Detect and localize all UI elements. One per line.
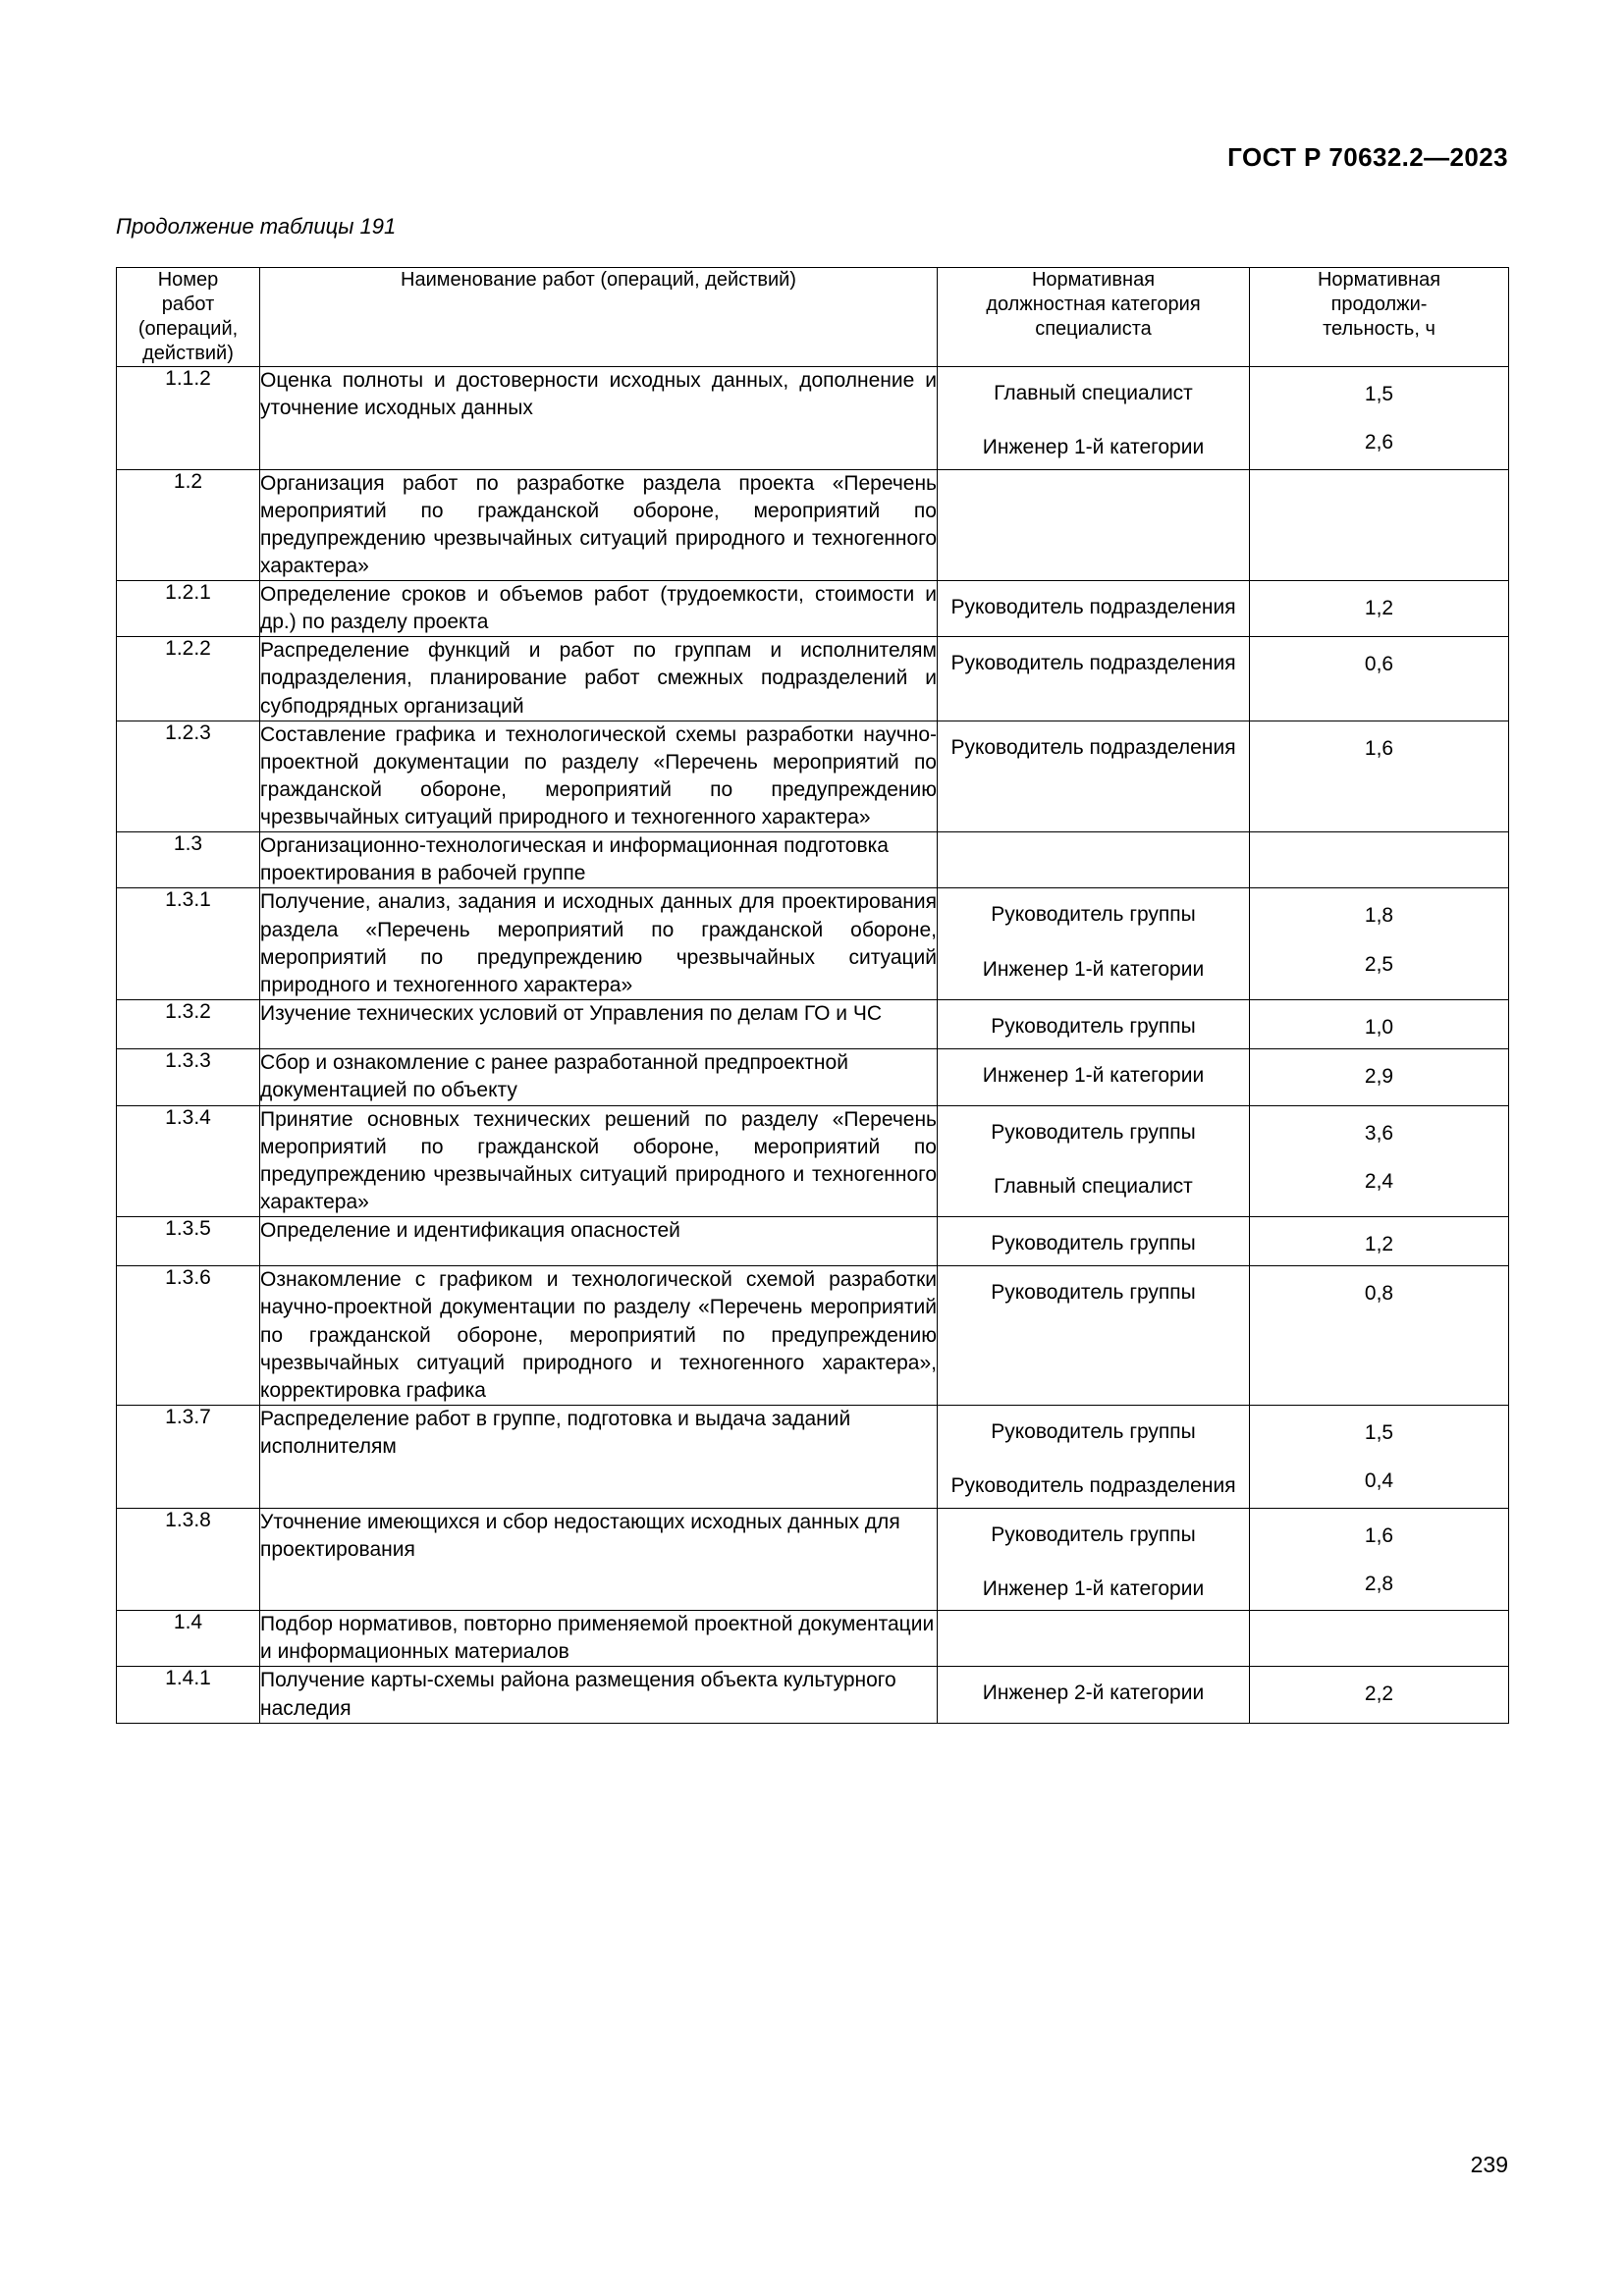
table-row bbox=[117, 367, 1509, 470]
cell-name: Получение карты-схемы района размещения объекта культурного наследия bbox=[260, 1667, 938, 1723]
header-line: Номер bbox=[157, 269, 219, 291]
table-row bbox=[117, 721, 1509, 832]
header-line: Наименование работ (операций, действий) bbox=[401, 269, 796, 291]
cell-number: 1.4.1 bbox=[117, 1667, 260, 1723]
duration-value: 2,4 bbox=[1364, 1169, 1394, 1193]
duration-value: 2,8 bbox=[1364, 1572, 1394, 1595]
category-value: Главный специалист bbox=[994, 1174, 1193, 1198]
cell-duration bbox=[1250, 1105, 1509, 1217]
cell-number: 1.3.4 bbox=[117, 1105, 260, 1217]
duration-value: 1,2 bbox=[1364, 1233, 1394, 1256]
cell-duration bbox=[1250, 581, 1509, 637]
cell-category bbox=[938, 1049, 1250, 1105]
column-header-duration bbox=[1250, 268, 1509, 367]
cell-name: Составление графика и технологической схемы разработки научно-проектной документации по разделу «Перечень мероприятий по гражданской обороне, мероприятий по предупреждению чрезвычайных ситуаций природного и техногенного характера» bbox=[260, 721, 938, 832]
category-value: Руководитель подразделения bbox=[950, 1474, 1236, 1498]
table-row bbox=[117, 888, 1509, 1000]
cell-number: 1.3.6 bbox=[117, 1266, 260, 1406]
table-row bbox=[117, 637, 1509, 721]
duration-value: 2,5 bbox=[1364, 952, 1394, 976]
cell-category bbox=[938, 1667, 1250, 1723]
duration-value: 2,6 bbox=[1364, 431, 1394, 454]
cell-category bbox=[938, 581, 1250, 637]
table-row bbox=[117, 1667, 1509, 1723]
table-row bbox=[117, 1217, 1509, 1266]
header-line: (операций, bbox=[137, 318, 239, 340]
category-value: Руководитель группы bbox=[991, 1419, 1196, 1443]
cell-category bbox=[938, 1266, 1250, 1406]
category-value: Руководитель группы bbox=[991, 1281, 1196, 1305]
column-header-number bbox=[117, 268, 260, 367]
duration-value: 1,5 bbox=[1364, 383, 1394, 405]
cell-category bbox=[938, 637, 1250, 721]
category-value: Инженер 1-й категории bbox=[982, 957, 1205, 981]
cell-duration bbox=[1250, 367, 1509, 470]
category-value: Руководитель подразделения bbox=[950, 596, 1236, 619]
cell-duration bbox=[1250, 469, 1509, 581]
table-header-row bbox=[117, 268, 1509, 367]
category-value: Руководитель группы bbox=[991, 1014, 1196, 1038]
cell-name: Подбор нормативов, повторно применяемой проектной документации и информационных материалов bbox=[260, 1611, 938, 1667]
duration-value: 1,5 bbox=[1364, 1420, 1394, 1444]
cell-duration bbox=[1250, 888, 1509, 1000]
duration-value: 1,6 bbox=[1364, 1523, 1394, 1547]
cell-category bbox=[938, 832, 1250, 888]
cell-category bbox=[938, 1105, 1250, 1217]
header-line: тельность, ч bbox=[1323, 318, 1435, 340]
cell-name: Организационно-технологическая и информационная подготовка проектирования в рабочей группе bbox=[260, 832, 938, 888]
category-value: Инженер 2-й категории bbox=[982, 1682, 1205, 1705]
duration-value: 0,8 bbox=[1364, 1282, 1394, 1306]
header-line: должностная категория bbox=[986, 294, 1201, 315]
table-row bbox=[117, 1105, 1509, 1217]
cell-duration bbox=[1250, 1049, 1509, 1105]
category-value: Руководитель группы bbox=[991, 903, 1196, 927]
duration-value: 1,2 bbox=[1364, 597, 1394, 620]
page-number: 239 bbox=[1470, 2152, 1508, 2177]
category-value: Руководитель группы bbox=[991, 1120, 1196, 1144]
cell-duration bbox=[1250, 1508, 1509, 1611]
cell-name: Ознакомление с графиком и технологической схемой разработки научно-проектной документации по разделу «Перечень мероприятий по гражданской обороне, мероприятий по предупреждению чрезвычайных ситуаций природного и техногенного характера», корректировка графика bbox=[260, 1266, 938, 1406]
cell-number: 1.3.3 bbox=[117, 1049, 260, 1105]
header-line: действий) bbox=[142, 343, 234, 364]
duration-value: 0,6 bbox=[1364, 653, 1394, 676]
cell-name: Распределение функций и работ по группам и исполнителям подразделения, планирование работ смежных подразделений и субподрядных организаций bbox=[260, 637, 938, 721]
cell-number: 1.4 bbox=[117, 1611, 260, 1667]
table-caption: Продолжение таблицы 191 bbox=[116, 214, 397, 239]
cell-name: Уточнение имеющихся и сбор недостающих исходных данных для проектирования bbox=[260, 1508, 938, 1611]
cell-duration bbox=[1250, 832, 1509, 888]
cell-category bbox=[938, 888, 1250, 1000]
cell-category bbox=[938, 1611, 1250, 1667]
category-value: Руководитель подразделения bbox=[950, 735, 1236, 759]
cell-number: 1.2.3 bbox=[117, 721, 260, 832]
table-row bbox=[117, 581, 1509, 637]
cell-category bbox=[938, 999, 1250, 1048]
header-line: продолжи- bbox=[1330, 294, 1428, 315]
category-value: Руководитель подразделения bbox=[950, 652, 1236, 675]
cell-category bbox=[938, 367, 1250, 470]
duration-value: 2,2 bbox=[1364, 1682, 1394, 1706]
cell-number: 1.3.7 bbox=[117, 1405, 260, 1508]
table-row bbox=[117, 1049, 1509, 1105]
category-value: Руководитель группы bbox=[991, 1232, 1196, 1255]
table-row bbox=[117, 832, 1509, 888]
cell-name: Изучение технических условий от Управления по делам ГО и ЧС bbox=[260, 999, 938, 1048]
header-line: специалиста bbox=[1035, 318, 1152, 340]
cell-name: Распределение работ в группе, подготовка и выдача заданий исполнителям bbox=[260, 1405, 938, 1508]
cell-duration bbox=[1250, 1266, 1509, 1406]
cell-category bbox=[938, 1508, 1250, 1611]
table-row bbox=[117, 1611, 1509, 1667]
cell-category bbox=[938, 1405, 1250, 1508]
cell-category bbox=[938, 1217, 1250, 1266]
table-row bbox=[117, 1266, 1509, 1406]
column-header-category bbox=[938, 268, 1250, 367]
norms-table bbox=[116, 267, 1509, 1724]
column-header-name bbox=[260, 268, 938, 367]
cell-name: Сбор и ознакомление с ранее разработанной предпроектной документацией по объекту bbox=[260, 1049, 938, 1105]
cell-name: Организация работ по разработке раздела проекта «Перечень мероприятий по гражданской обороне, мероприятий по предупреждению чрезвычайных ситуаций природного и техногенного характера» bbox=[260, 469, 938, 581]
cell-duration bbox=[1250, 1667, 1509, 1723]
category-value: Инженер 1-й категории bbox=[982, 1576, 1205, 1600]
category-value: Руководитель группы bbox=[991, 1522, 1196, 1546]
duration-value: 2,9 bbox=[1364, 1065, 1394, 1089]
header-line: работ bbox=[161, 294, 215, 315]
cell-number: 1.3.8 bbox=[117, 1508, 260, 1611]
cell-duration bbox=[1250, 721, 1509, 832]
cell-number: 1.1.2 bbox=[117, 367, 260, 470]
cell-duration bbox=[1250, 999, 1509, 1048]
cell-name: Принятие основных технических решений по разделу «Перечень мероприятий по гражданской обороне, мероприятий по предупреждению чрезвычайных ситуаций природного и техногенного характера» bbox=[260, 1105, 938, 1217]
table-row bbox=[117, 1508, 1509, 1611]
cell-number: 1.3.1 bbox=[117, 888, 260, 1000]
cell-number: 1.3.2 bbox=[117, 999, 260, 1048]
cell-duration bbox=[1250, 1405, 1509, 1508]
duration-value: 1,8 bbox=[1364, 904, 1394, 928]
table-row bbox=[117, 469, 1509, 581]
duration-value: 1,0 bbox=[1364, 1015, 1394, 1039]
cell-duration bbox=[1250, 1217, 1509, 1266]
cell-category bbox=[938, 469, 1250, 581]
cell-name: Определение сроков и объемов работ (трудоемкости, стоимости и др.) по разделу проекта bbox=[260, 581, 938, 637]
standard-header: ГОСТ Р 70632.2—2023 bbox=[1227, 142, 1508, 172]
cell-duration bbox=[1250, 637, 1509, 721]
table-row bbox=[117, 999, 1509, 1048]
cell-number: 1.3.5 bbox=[117, 1217, 260, 1266]
header-line: Нормативная bbox=[1317, 269, 1441, 291]
cell-number: 1.3 bbox=[117, 832, 260, 888]
category-value: Главный специалист bbox=[994, 382, 1193, 404]
cell-number: 1.2.2 bbox=[117, 637, 260, 721]
cell-category bbox=[938, 721, 1250, 832]
duration-value: 0,4 bbox=[1364, 1469, 1394, 1493]
cell-name: Получение, анализ, задания и исходных данных для проектирования раздела «Перечень мероприятий по гражданской обороне, мероприятий по предупреждению чрезвычайных ситуаций природного и техногенного характера» bbox=[260, 888, 938, 1000]
cell-duration bbox=[1250, 1611, 1509, 1667]
cell-number: 1.2.1 bbox=[117, 581, 260, 637]
duration-value: 1,6 bbox=[1364, 736, 1394, 760]
table-row bbox=[117, 1405, 1509, 1508]
header-line: Нормативная bbox=[1031, 269, 1156, 291]
category-value: Инженер 1-й категории bbox=[982, 436, 1205, 459]
cell-name: Оценка полноты и достоверности исходных данных, дополнение и уточнение исходных данных bbox=[260, 367, 938, 470]
cell-name: Определение и идентификация опасностей bbox=[260, 1217, 938, 1266]
category-value: Инженер 1-й категории bbox=[982, 1064, 1205, 1088]
duration-value: 3,6 bbox=[1364, 1121, 1394, 1145]
cell-number: 1.2 bbox=[117, 469, 260, 581]
